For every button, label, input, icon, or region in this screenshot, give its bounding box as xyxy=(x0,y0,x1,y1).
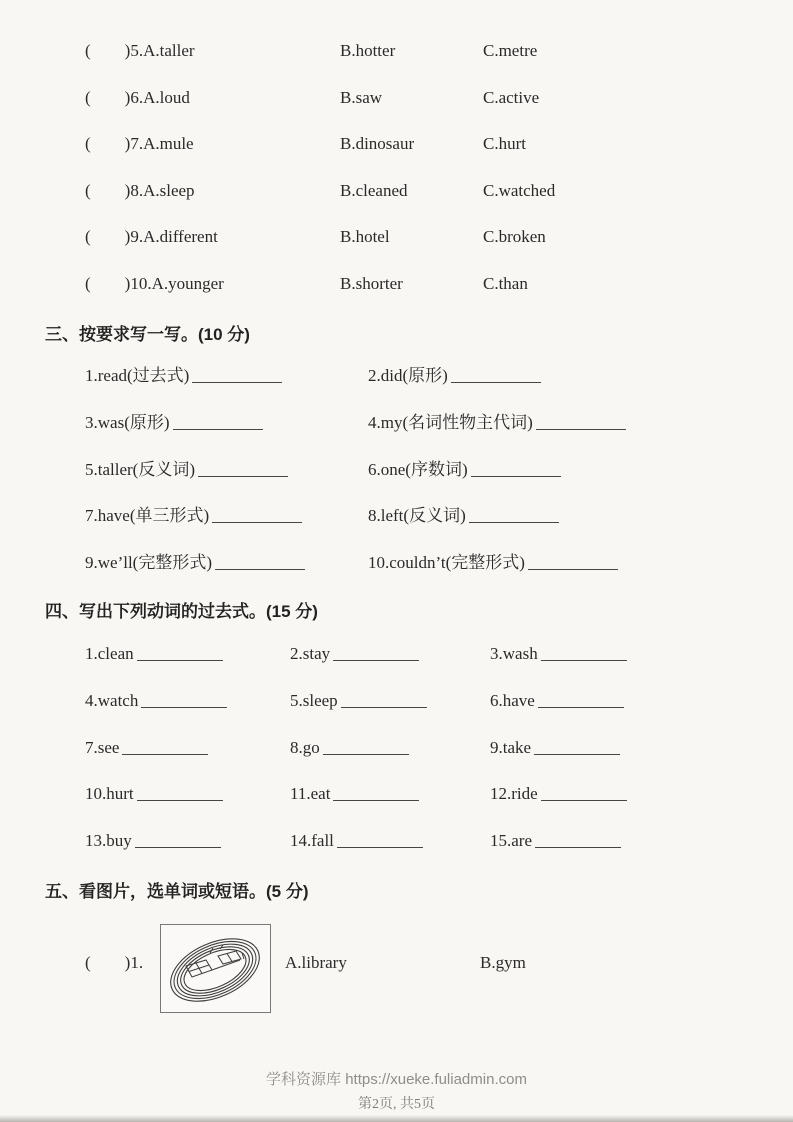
answer-blank xyxy=(538,693,624,708)
verb-item xyxy=(490,782,763,806)
verb-item xyxy=(290,642,490,666)
choice-option-b: B.cleaned xyxy=(340,180,408,200)
fill-item xyxy=(368,504,763,528)
choice-option-b: B.saw xyxy=(340,87,383,107)
fill-item-label: 4.my(名词性物主代词) xyxy=(368,412,533,432)
choice-option-c: C.than xyxy=(483,273,528,293)
choice-option-a: ( )9.A.different xyxy=(85,227,218,246)
fill-item xyxy=(368,458,763,482)
fill-item xyxy=(368,551,763,575)
section-three-items xyxy=(85,364,763,598)
verb-label: 15.are xyxy=(490,831,533,851)
answer-blank xyxy=(536,415,626,430)
choice-row xyxy=(85,272,783,319)
verb-label: 1.clean xyxy=(85,644,134,663)
answer-blank xyxy=(135,833,221,848)
fill-item-label: 8.left(反义词) xyxy=(368,506,466,526)
choice-option-c: C.metre xyxy=(483,41,538,60)
choice-row xyxy=(85,39,783,86)
verb-row xyxy=(85,736,763,783)
verb-item xyxy=(85,829,290,853)
answer-blank xyxy=(534,740,620,755)
fill-row xyxy=(85,364,763,411)
verb-item xyxy=(290,829,490,853)
fill-row xyxy=(85,551,763,598)
picture-option-a: A.library xyxy=(285,953,347,972)
answer-blank xyxy=(215,555,305,570)
verb-item xyxy=(85,782,290,806)
answer-blank xyxy=(451,368,541,383)
answer-blank xyxy=(333,646,419,661)
choice-row xyxy=(85,225,783,272)
verb-label: 14.fall xyxy=(290,831,334,851)
choice-row xyxy=(85,132,783,179)
fill-item-label: 5.taller(反义词) xyxy=(85,459,195,479)
fill-item xyxy=(368,411,763,435)
choice-option-a: ( )10.A.younger xyxy=(85,273,224,293)
fill-item-label: 3.was(原形) xyxy=(85,412,170,432)
answer-blank xyxy=(341,693,427,708)
fill-item xyxy=(368,364,763,388)
verb-label: 3.wash xyxy=(490,644,538,663)
choice-option-c: C.broken xyxy=(483,227,546,246)
section-four-items xyxy=(85,642,763,876)
answer-blank xyxy=(528,555,618,570)
fill-row xyxy=(85,411,763,458)
fill-item-label: 9.we’ll(完整形式) xyxy=(85,553,213,573)
verb-item xyxy=(490,829,763,853)
verb-item xyxy=(290,736,490,760)
answer-blank xyxy=(137,786,223,801)
choice-option-b: B.dinosaur xyxy=(340,134,415,153)
answer-blank xyxy=(471,462,561,477)
answer-blank xyxy=(541,786,627,801)
verb-item xyxy=(85,736,290,760)
section-five-title: 五、看图片，选单词或短语。(5 分) xyxy=(45,882,309,901)
answer-blank xyxy=(198,462,288,477)
verb-label: 6.have xyxy=(490,690,535,710)
verb-item xyxy=(85,689,290,713)
verb-row xyxy=(85,829,763,876)
choice-option-c: C.hurt xyxy=(483,134,526,153)
verb-item xyxy=(290,689,490,713)
verb-label: 8.go xyxy=(290,737,320,757)
fill-item-label: 1.read(过去式) xyxy=(85,366,190,385)
verb-item xyxy=(490,642,763,666)
footer-page-number: 第2页, 共5页 xyxy=(358,1097,435,1112)
verb-label: 12.ride xyxy=(490,784,538,804)
choice-option-a: ( )6.A.loud xyxy=(85,87,190,107)
footer-site-watermark: 学科资源库 https://xueke.fuliadmin.com xyxy=(266,1071,527,1088)
answer-blank xyxy=(541,646,627,661)
fill-item xyxy=(85,364,368,388)
section-four-title: 四、写出下列动词的过去式。(15 分) xyxy=(45,602,318,621)
fill-item-label: 10.couldn’t(完整形式) xyxy=(368,553,525,573)
verb-label: 5.sleep xyxy=(290,690,338,710)
answer-blank xyxy=(469,508,559,523)
choice-row xyxy=(85,86,783,133)
picture-option-b: B.gym xyxy=(480,953,526,972)
verb-item xyxy=(490,689,763,713)
verb-label: 2.stay xyxy=(290,644,331,663)
verb-item xyxy=(85,642,290,666)
answer-blank xyxy=(141,693,227,708)
verb-item xyxy=(490,736,763,760)
verb-label: 11.eat xyxy=(290,784,331,804)
section-three-title: 三、按要求写一写。(10 分) xyxy=(45,325,250,344)
fill-row xyxy=(85,458,763,505)
question-image-frame xyxy=(160,924,271,1013)
page-bottom-shadow xyxy=(0,1115,793,1122)
fill-item xyxy=(85,458,368,482)
choice-option-b: B.hotter xyxy=(340,41,396,60)
fill-item-label: 6.one(序数词) xyxy=(368,459,468,479)
verb-label: 13.buy xyxy=(85,831,132,851)
choice-section xyxy=(85,39,783,318)
choice-option-a: ( )7.A.mule xyxy=(85,134,194,153)
choice-option-c: C.active xyxy=(483,87,540,107)
fill-item xyxy=(85,504,368,528)
verb-label: 7.see xyxy=(85,737,120,757)
fill-row xyxy=(85,504,763,551)
verb-label: 10.hurt xyxy=(85,784,134,804)
verb-row xyxy=(85,689,763,736)
answer-blank xyxy=(173,415,263,430)
answer-blank xyxy=(337,833,423,848)
playground-track-illustration xyxy=(162,926,269,1011)
fill-item-label: 7.have(单三形式) xyxy=(85,506,210,526)
fill-item xyxy=(85,411,368,435)
answer-blank xyxy=(137,646,223,661)
answer-blank xyxy=(333,786,419,801)
verb-label: 4.watch xyxy=(85,690,139,710)
picture-question-bracket: ( )1. xyxy=(85,953,144,972)
answer-blank xyxy=(122,740,208,755)
choice-option-c: C.watched xyxy=(483,180,556,200)
verb-row xyxy=(85,642,763,689)
verb-item xyxy=(290,782,490,806)
verb-label: 9.take xyxy=(490,737,532,757)
answer-blank xyxy=(212,508,302,523)
choice-option-a: ( )8.A.sleep xyxy=(85,180,195,200)
verb-row xyxy=(85,782,763,829)
choice-row xyxy=(85,179,783,226)
answer-blank xyxy=(192,368,282,383)
fill-item-label: 2.did(原形) xyxy=(368,366,448,385)
fill-item xyxy=(85,551,368,575)
answer-blank xyxy=(535,833,621,848)
answer-blank xyxy=(323,740,409,755)
choice-option-b: B.hotel xyxy=(340,227,390,246)
choice-option-b: B.shorter xyxy=(340,273,403,293)
choice-option-a: ( )5.A.taller xyxy=(85,41,195,60)
